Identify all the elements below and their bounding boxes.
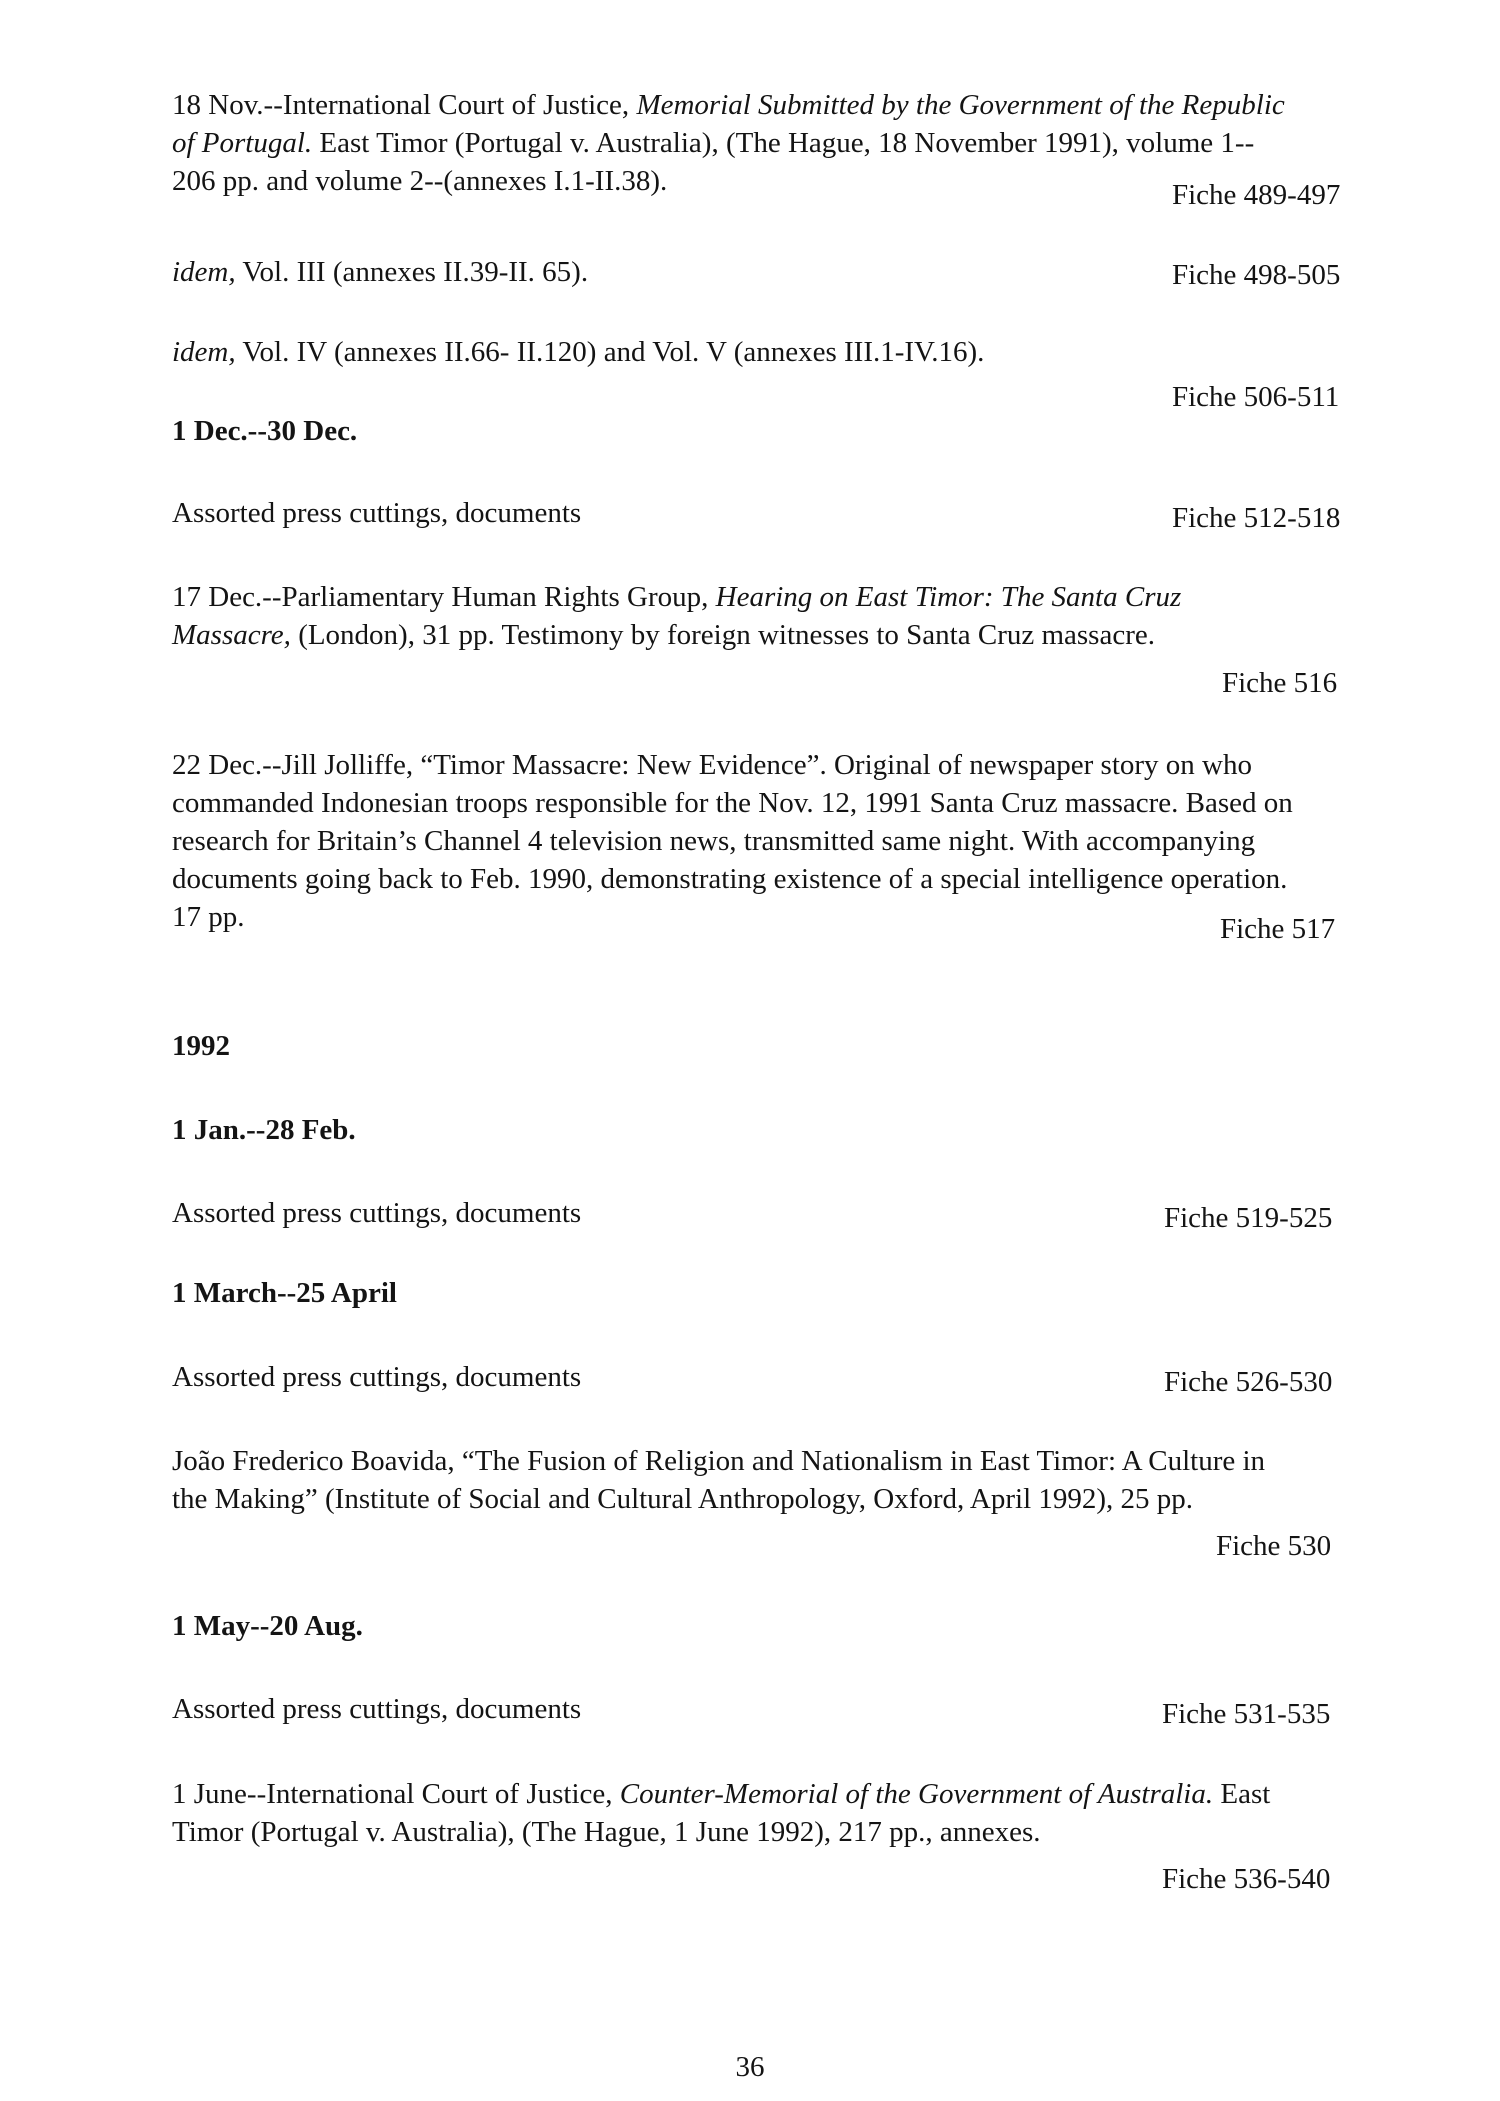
entry-text: research for Britain’s Channel 4 television news, transmitted same night. With accompanying: [172, 825, 1256, 857]
entry-text: Assorted press cuttings, documents: [172, 1197, 582, 1229]
entry-text: Assorted press cuttings, documents: [172, 1693, 582, 1725]
italic-title-text: Hearing on East Timor: The Santa Cruz: [715, 581, 1182, 613]
section-heading: 1 March--25 April: [172, 1277, 397, 1309]
entry-memorial-portugal: [172, 86, 1332, 200]
fiche-reference: Fiche 506-511: [1172, 381, 1340, 413]
entry-line: [172, 784, 1332, 822]
entry-line: [172, 86, 1332, 124]
entry-text: (London), 31 pp. Testimony by foreign witnesses to Santa Cruz massacre.: [290, 619, 1155, 651]
entry-text: 206 pp. and volume 2--(annexes I.1-II.38).: [172, 165, 668, 197]
italic-title-text: Counter-Memorial of the Government of Australia.: [619, 1778, 1214, 1810]
entry-idem-vol-3: [172, 253, 1332, 291]
entry-text: 17 Dec.--Parliamentary Human Rights Group,: [172, 581, 716, 613]
section-heading: 1 May--20 Aug.: [172, 1610, 363, 1642]
entry-text: João Frederico Boavida, “The Fusion of Religion and Nationalism in East Timor: A Culture in: [172, 1445, 1266, 1477]
entry-counter-memorial-australia: [172, 1775, 1332, 1851]
italic-title-text: Memorial Submitted by the Government of the Republic: [636, 89, 1285, 121]
fiche-reference: Fiche 517: [1220, 913, 1336, 945]
entry-line: [172, 1480, 1332, 1518]
fiche-reference: Fiche 498-505: [1172, 259, 1341, 291]
fiche-reference: Fiche 519-525: [1164, 1202, 1333, 1234]
entry-line: [172, 124, 1332, 162]
entry-line: [172, 578, 1332, 616]
entry-text: 17 pp.: [172, 901, 245, 933]
entry-text: 18 Nov.--International Court of Justice,: [172, 89, 637, 121]
entry-press-cuttings: [172, 494, 1332, 532]
entry-line: [172, 1775, 1332, 1813]
entry-jolliffe-article: [172, 746, 1332, 936]
entry-boavida-paper: [172, 1442, 1332, 1518]
fiche-reference: Fiche 516: [1222, 667, 1338, 699]
entry-text: East Timor (Portugal v. Australia), (The Hague, 18 November 1991), volume 1--: [312, 127, 1255, 159]
entry-line: [172, 1442, 1332, 1480]
entry-text: commanded Indonesian troops responsible for the Nov. 12, 1991 Santa Cruz massacre. Based on: [172, 787, 1293, 819]
fiche-reference: Fiche 530: [1216, 1530, 1332, 1562]
entry-line: [172, 1358, 1332, 1396]
section-heading: 1 Dec.--30 Dec.: [172, 415, 358, 447]
entry-line: [172, 253, 1332, 291]
fiche-reference: Fiche 526-530: [1164, 1366, 1333, 1398]
section-heading: 1 Jan.--28 Feb.: [172, 1114, 356, 1146]
italic-title-text: Massacre,: [172, 619, 291, 651]
fiche-reference: Fiche 536-540: [1162, 1863, 1331, 1895]
entry-line: [172, 162, 1332, 200]
entry-press-cuttings: [172, 1690, 1332, 1728]
entry-line: [172, 1194, 1332, 1232]
entry-press-cuttings: [172, 1194, 1332, 1232]
entry-line: [172, 860, 1332, 898]
entry-text: the Making” (Institute of Social and Cultural Anthropology, Oxford, April 1992), 25 pp.: [172, 1483, 1194, 1515]
entry-idem-vol-4-5: [172, 333, 1332, 371]
entry-line: [172, 1813, 1332, 1851]
fiche-reference: Fiche 531-535: [1162, 1698, 1331, 1730]
entry-text: Assorted press cuttings, documents: [172, 497, 582, 529]
entry-press-cuttings: [172, 1358, 1332, 1396]
fiche-reference: Fiche 512-518: [1172, 502, 1341, 534]
entry-line: [172, 333, 1332, 371]
entry-text: Timor (Portugal v. Australia), (The Hague, 1 June 1992), 217 pp., annexes.: [172, 1816, 1041, 1848]
italic-title-text: of Portugal.: [172, 127, 313, 159]
entry-text: Vol. III (annexes II.39-II. 65).: [235, 256, 589, 288]
entry-text: Vol. IV (annexes II.66- II.120) and Vol. V (annexes III.1-IV.16).: [235, 336, 985, 368]
entry-line: [172, 616, 1332, 654]
fiche-reference: Fiche 489-497: [1172, 179, 1341, 211]
entry-line: [172, 822, 1332, 860]
entry-text: documents going back to Feb. 1990, demonstrating existence of a special intelligence operation.: [172, 863, 1288, 895]
entry-line: [172, 746, 1332, 784]
italic-title-text: idem,: [172, 256, 236, 288]
entry-santa-cruz-hearing: [172, 578, 1332, 654]
entry-line: [172, 1690, 1332, 1728]
entry-text: 1 June--International Court of Justice,: [172, 1778, 620, 1810]
entry-text: East: [1213, 1778, 1271, 1810]
entry-text: Assorted press cuttings, documents: [172, 1361, 582, 1393]
entry-text: 22 Dec.--Jill Jolliffe, “Timor Massacre: New Evidence”. Original of newspaper story on who: [172, 749, 1252, 781]
entry-line: [172, 898, 1332, 936]
page-number: 36: [735, 2051, 765, 2083]
italic-title-text: idem,: [172, 336, 236, 368]
year-heading: 1992: [172, 1030, 230, 1062]
entry-line: [172, 494, 1332, 532]
